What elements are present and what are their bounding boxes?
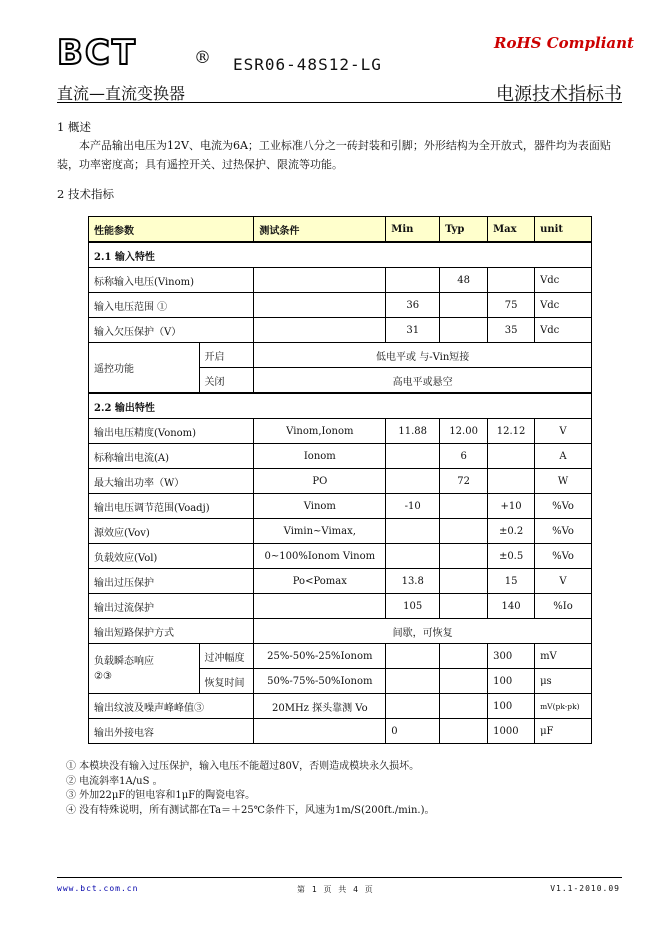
cond-cell	[254, 719, 386, 744]
input-group-row	[89, 242, 592, 268]
max-cell	[488, 268, 535, 293]
output-group-title: 2.2 输出特性	[89, 393, 592, 419]
typ-cell	[440, 694, 488, 719]
max-cell: 35	[488, 318, 535, 343]
min-cell: 105	[386, 594, 440, 619]
min-cell: 11.88	[386, 419, 440, 444]
min-cell: 0	[386, 719, 440, 744]
page-number: 第 1 页 共 4 页	[297, 885, 374, 894]
typ-cell	[440, 644, 488, 669]
typ-cell: 48	[440, 268, 488, 293]
max-cell: 100	[488, 694, 535, 719]
cond-cell	[254, 594, 386, 619]
remote-on-value: 低电平或 与-Vin短接	[254, 343, 592, 368]
unit-cell: Vdc	[535, 293, 592, 318]
unit-cell: μF	[535, 719, 592, 744]
footnote: ① 本模块没有输入过压保护，输入电压不能超过80V，否则造成模块永久损坏。	[66, 761, 420, 772]
param-cell: 标称输入电压(Vinom)	[89, 268, 254, 293]
bct-logo: BCT	[57, 33, 138, 73]
unit-cell: mV	[535, 644, 592, 669]
unit-cell: V	[535, 569, 592, 594]
param-cell: 输出电压精度(Vonom)	[89, 419, 254, 444]
table-row	[89, 494, 592, 519]
param-cell: 输入欠压保护（V）	[89, 318, 254, 343]
doc-title: 电源技术指标书	[496, 84, 622, 105]
cond-cell: 20MHz 探头靠测 Vo	[254, 694, 386, 719]
model-number: ESR06-48S12-LG	[233, 55, 382, 74]
table-row	[89, 419, 592, 444]
min-cell: 36	[386, 293, 440, 318]
input-group-title: 2.1 输入特性	[89, 242, 592, 268]
max-cell: +10	[488, 494, 535, 519]
min-cell	[386, 694, 440, 719]
max-cell: 12.12	[488, 419, 535, 444]
remote-on-label: 开启	[199, 343, 254, 368]
typ-cell: 72	[440, 469, 488, 494]
min-cell	[386, 669, 440, 694]
typ-cell	[440, 494, 488, 519]
cond-cell: Po<Pomax	[254, 569, 386, 594]
transient-param-note: ②③	[94, 670, 112, 682]
capacitance-row	[89, 719, 592, 744]
header-cond: 测试条件	[254, 217, 386, 243]
table-row	[89, 268, 592, 293]
unit-cell: %Io	[535, 594, 592, 619]
unit-cell: A	[535, 444, 592, 469]
min-cell: -10	[386, 494, 440, 519]
cond-cell: 0~100%Ionom Vinom	[254, 544, 386, 569]
cond-cell	[254, 268, 386, 293]
transient-sub: 恢复时间	[199, 669, 254, 694]
doc-version: V1.1-2010.09	[550, 884, 620, 893]
remote-off-label: 关闭	[199, 368, 254, 394]
min-cell	[386, 519, 440, 544]
max-cell: ±0.5	[488, 544, 535, 569]
typ-cell	[440, 293, 488, 318]
param-cell: 最大输出功率（W）	[89, 469, 254, 494]
unit-cell: %Vo	[535, 544, 592, 569]
param-cell: 标称输出电流(A)	[89, 444, 254, 469]
max-cell: 15	[488, 569, 535, 594]
min-cell: 13.8	[386, 569, 440, 594]
table-row	[89, 469, 592, 494]
header-max: Max	[488, 217, 535, 243]
cond-cell: Vimin~Vimax,	[254, 519, 386, 544]
specs-heading: 2 技术指标	[57, 187, 114, 201]
footnote: ④ 没有特殊说明，所有测试都在Ta＝＋25℃条件下，风速为1m/S(200ft./min.)。	[66, 804, 435, 816]
cond-cell: Vinom,Ionom	[254, 419, 386, 444]
unit-cell: %Vo	[535, 519, 592, 544]
min-cell	[386, 444, 440, 469]
unit-cell: W	[535, 469, 592, 494]
header-typ: Typ	[440, 217, 488, 243]
min-cell	[386, 544, 440, 569]
table-row	[89, 444, 592, 469]
max-cell	[488, 469, 535, 494]
min-cell: 31	[386, 318, 440, 343]
overview-text: 本产品输出电压为12V、电流为6A；工业标准八分之一砖封装和引脚；外形结构为全开放式，器件均为表面贴装，功率密度高；具有遥控开关、过热保护、限流等功能。	[57, 139, 611, 171]
header-param: 性能参数	[89, 217, 254, 243]
table-row	[89, 318, 592, 343]
param-cell: 输出过压保护	[89, 569, 254, 594]
cond-cell: 25%-50%-25%Ionom	[254, 644, 386, 669]
overview-heading: 1 概述	[57, 120, 91, 134]
table-row	[89, 293, 592, 318]
footnote: ② 电流斜率1A/uS 。	[66, 775, 163, 787]
transient-param-label: 负载瞬态响应	[94, 655, 154, 667]
table-row	[89, 544, 592, 569]
table-header	[89, 217, 592, 243]
typ-cell: 12.00	[440, 419, 488, 444]
param-cell: 源效应(Vov)	[89, 519, 254, 544]
min-cell	[386, 644, 440, 669]
footnotes	[66, 760, 434, 818]
typ-cell	[440, 519, 488, 544]
min-cell	[386, 469, 440, 494]
rohs-badge: RoHS Compliant	[494, 34, 634, 52]
typ-cell	[440, 318, 488, 343]
max-cell: 100	[488, 669, 535, 694]
capacitance-param: 输出外接电容	[89, 719, 254, 744]
header-unit: unit	[535, 217, 592, 243]
param-cell: 输出过流保护	[89, 594, 254, 619]
short-circuit-row	[89, 619, 592, 644]
param-cell: 负载效应(Vol)	[89, 544, 254, 569]
ripple-param: 输出纹波及噪声峰峰值③	[89, 694, 254, 719]
transient-row	[89, 644, 592, 669]
unit-cell: Vdc	[535, 318, 592, 343]
transient-param	[89, 644, 200, 694]
product-type: 直流—直流变换器	[57, 84, 186, 103]
spec-table	[88, 216, 592, 744]
typ-cell	[440, 669, 488, 694]
remote-param: 遥控功能	[89, 343, 200, 394]
max-cell: 1000	[488, 719, 535, 744]
cond-cell: Ionom	[254, 444, 386, 469]
registered-mark: ®	[194, 48, 211, 68]
header-divider	[57, 102, 622, 103]
remote-on-row	[89, 343, 592, 368]
cond-cell	[254, 318, 386, 343]
transient-sub: 过冲幅度	[199, 644, 254, 669]
cond-cell: Vinom	[254, 494, 386, 519]
header-min: Min	[386, 217, 440, 243]
footer-divider	[57, 877, 622, 878]
typ-cell	[440, 544, 488, 569]
max-cell: 140	[488, 594, 535, 619]
output-group-row	[89, 393, 592, 419]
unit-cell: μs	[535, 669, 592, 694]
unit-cell: Vdc	[535, 268, 592, 293]
remote-off-value: 高电平或悬空	[254, 368, 592, 394]
param-cell: 输出电压调节范围(Voadj)	[89, 494, 254, 519]
table-row	[89, 594, 592, 619]
unit-cell: %Vo	[535, 494, 592, 519]
footnote: ③ 外加22μF的钽电容和1μF的陶瓷电容。	[66, 790, 256, 801]
table-row	[89, 569, 592, 594]
max-cell: 300	[488, 644, 535, 669]
max-cell: ±0.2	[488, 519, 535, 544]
max-cell: 75	[488, 293, 535, 318]
typ-cell: 6	[440, 444, 488, 469]
cond-cell: 50%-75%-50%Ionom	[254, 669, 386, 694]
cond-cell	[254, 293, 386, 318]
max-cell	[488, 444, 535, 469]
typ-cell	[440, 594, 488, 619]
unit-cell: V	[535, 419, 592, 444]
typ-cell	[440, 569, 488, 594]
min-cell	[386, 268, 440, 293]
typ-cell	[440, 719, 488, 744]
unit-cell: mV(pk-pk)	[535, 694, 592, 719]
short-circuit-value: 间歇，可恢复	[254, 619, 592, 644]
table-row	[89, 519, 592, 544]
param-cell: 输入电压范围 ①	[89, 293, 254, 318]
website-link[interactable]: www.bct.com.cn	[57, 884, 139, 893]
short-circuit-param: 输出短路保护方式	[89, 619, 254, 644]
cond-cell: PO	[254, 469, 386, 494]
ripple-row	[89, 694, 592, 719]
